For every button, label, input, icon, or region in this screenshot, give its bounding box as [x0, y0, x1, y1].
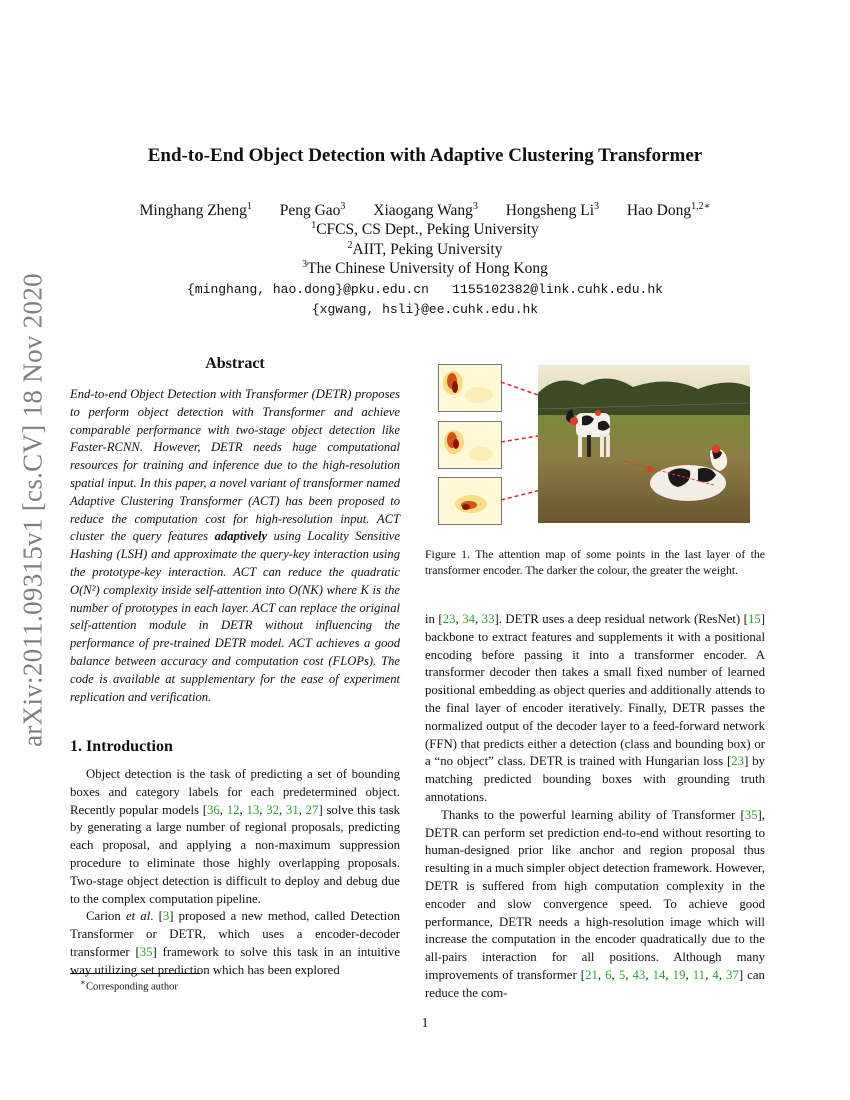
figure-caption: Figure 1. The attention map of some points in the last layer of the transformer encoder. The darker the colour, the greater the weight. — [425, 547, 765, 577]
footnote: ∗Corresponding author — [80, 977, 178, 993]
cow-photo — [538, 365, 750, 523]
paragraph: in [23, 34, 33]. DETR uses a deep residual network (ResNet) [15] backbone to extract features and supplements it with a positional encoding before passing it into a transformer encoder. A transformer decoder then takes a small fixed number of learned positional embedding as object queries and additionally attends to the final layer of encoder iteratively. Finally, DETR passes the normalized output of the decoder layer to a feed-forward network (FFN) that predicts either a detection (class and bounding box) or a “no object” class. DETR is trained with Hungarian loss [23] by matching predicted bounding boxes with grounding truth annotations. — [425, 612, 765, 804]
paragraph: Thanks to the powerful learning ability of Transformer [35], DETR can perform set prediction end-to-end without resorting to human-designed prior like anchor and region proposal thus resulting in a much simpler object detection framework. However, DETR is suffered from high computation complexity in the encoder and slow convergence speed. To achieve good performance, DETR needs a high-resolution image which will increase the computation in the encoder quadratically due to the all-pairs interaction for all positions. Although many improvements of transformer [21, 6, 5, 43, 14, 19, 11, 4, 37] can reduce the com- — [425, 807, 765, 1000]
figure-attention-map — [425, 360, 765, 530]
arxiv-stamp — [8, 260, 58, 760]
abstract-body: End-to-end Object Detection with Transformer (DETR) proposes to perform object detection with Transformer and achieve comparable performance with two-stage object detection like Faster-RCNN. However, DETR needs huge computational resources for training and inference due to the high-resolution spatial input. In this paper, a novel variant of transformer named Adaptive Clustering Transformer (ACT) has been proposed to reduce the computation cost for high-resolution input. ACT cluster the query features adaptively using Locality Sensitive Hashing (LSH) and approximate the query-key interaction using the prototype-key interaction. ACT can reduce the quadratic O(N²) complexity inside self-attention into O(NK) where K is the number of prototypes in each layer. ACT can replace the original self-attention module in DETR without influencing the performance of pre-trained DETR model. ACT achieves a good balance between accuracy and computation cost (FLOPs). The code is available at supplementary for the ease of experiment replication and verification. — [70, 387, 400, 704]
author: Xiaogang Wang$^3$ — [373, 201, 478, 220]
author: Peng Gao$^3$ — [279, 201, 346, 220]
footnote-rule — [70, 973, 200, 974]
cow-photo-graphic — [538, 365, 750, 523]
author: Hongsheng Li$^3$ — [505, 201, 600, 220]
affiliation: $^3$The Chinese University of Hong Kong — [302, 259, 548, 278]
intro-right-column — [425, 611, 765, 1003]
page-number: 1 — [421, 1016, 429, 1031]
affiliation: $^2$AIIT, Peking University — [347, 240, 503, 259]
intro-left-column — [70, 766, 400, 980]
author: Minghang Zheng$^1$ — [139, 201, 252, 220]
author: Hao Dong$^{1,2∗}$ — [626, 201, 711, 220]
paragraph: Carion et al. [3] proposed a new method, called Detection Transformer or DETR, which uses a encoder-decoder transformer [35] framework to solve this task in an intuitive way utilizing set prediction which has been explored — [70, 909, 401, 977]
section-heading-introduction: 1. Introduction — [70, 738, 173, 755]
email-line: {minghang, hao.dong}@pku.edu.cn 1155102382@link.cuhk.edu.hk — [187, 282, 663, 297]
arxiv-id-text: arXiv:2011.09315v1 [cs.CV] 18 Nov 2020 — [17, 273, 48, 747]
abstract-heading: Abstract — [205, 355, 265, 372]
affiliation: $^1$CFCS, CS Dept., Peking University — [311, 220, 539, 239]
email-line: {xgwang, hsli}@ee.cuhk.edu.hk — [311, 302, 539, 317]
author-list — [0, 201, 850, 220]
paper-title: End-to-End Object Detection with Adaptive Clustering Transformer — [147, 145, 703, 166]
paragraph: Object detection is the task of predicting a set of bounding boxes and category labels for each predetermined object. Recently popular models [36, 12, 13, 32, 31, 27] solve this task by generating a large number of regional proposals, predicting each proposal, and applying a non-maximum suppression procedure to eliminate those highly overlapping proposals. Two-stage object detection is difficult to deploy and debug due to the complex computation pipeline. — [70, 767, 401, 906]
